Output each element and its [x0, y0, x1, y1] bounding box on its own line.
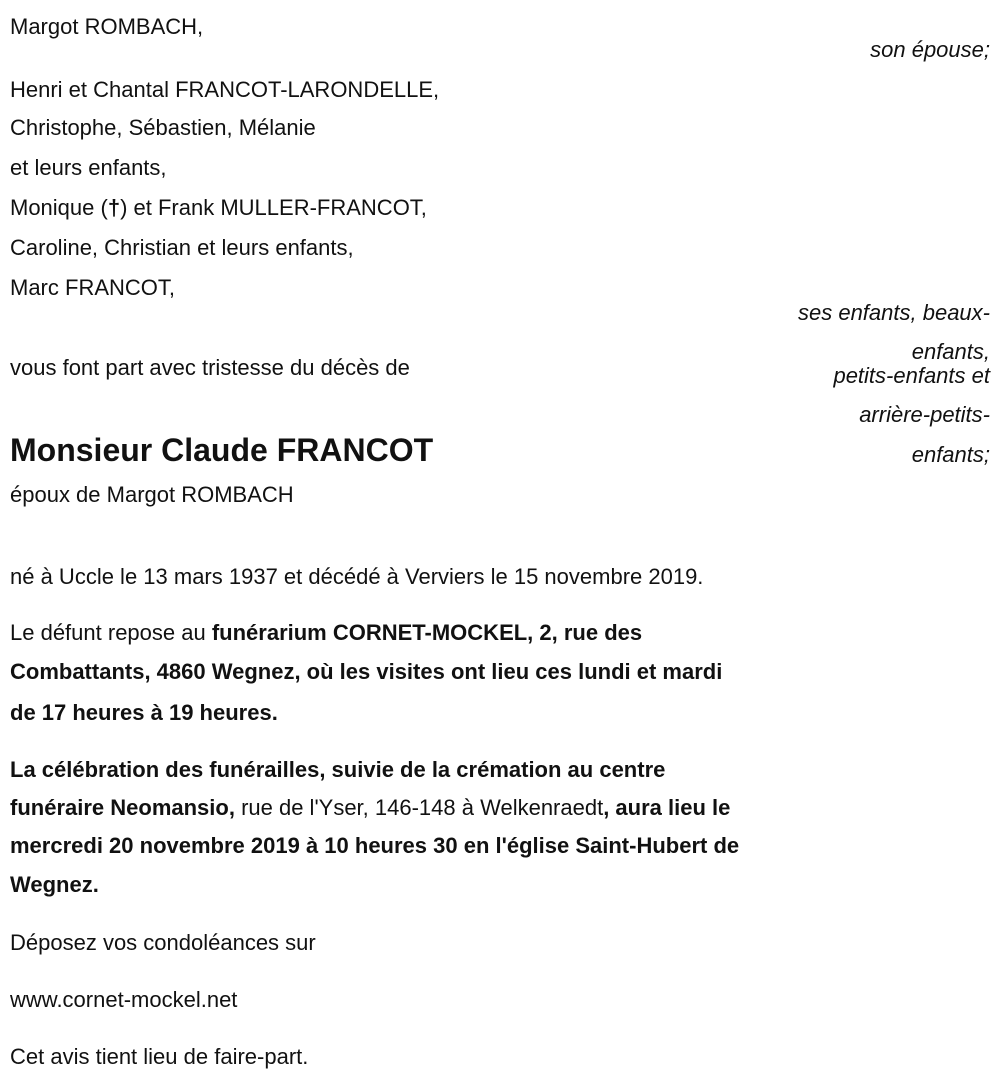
children-role: petits-enfants et: [833, 363, 990, 388]
funeral-line: [10, 869, 99, 901]
funeral-text: mercredi 20 novembre 2019 à 10 heures 30 en l'église Saint-Hubert de: [10, 833, 740, 858]
funeral-line: [10, 830, 739, 862]
announcement: vous font part avec tristesse du décès de: [10, 355, 410, 380]
repose-place: funérarium CORNET-MOCKEL, 2, rue des: [211, 620, 643, 645]
deceased-dates: né à Uccle le 13 mars 1937 et décédé à Verviers le 15 novembre 2019.: [10, 564, 704, 589]
repose-line: [10, 617, 642, 649]
family-line: Marc FRANCOT,: [10, 275, 175, 300]
repose-intro: Le défunt repose au: [10, 620, 212, 645]
repose-hours: de 17 heures à 19 heures.: [10, 700, 278, 725]
spouse-name: Margot ROMBACH,: [10, 14, 204, 39]
children-role: arrière-petits-: [859, 402, 990, 427]
condolences-text: Déposez vos condoléances sur: [10, 930, 316, 955]
funeral-line: [10, 792, 730, 824]
family-line: et leurs enfants,: [10, 155, 167, 180]
children-role: enfants,: [911, 339, 990, 364]
funeral-text: funéraire Neomansio,: [10, 795, 235, 820]
funeral-text: La célébration des funérailles, suivie de la crémation au centre: [10, 757, 666, 782]
family-line: Christophe, Sébastien, Mélanie: [10, 115, 316, 140]
repose-address: Combattants, 4860 Wegnez, où les visites ont lieu ces lundi et mardi: [10, 659, 723, 684]
family-line: Henri et Chantal FRANCOT-LARONDELLE,: [10, 77, 440, 102]
spouse-role: son épouse;: [870, 37, 990, 62]
deceased-name: Monsieur Claude FRANCOT: [10, 432, 434, 468]
deceased-subtitle: époux de Margot ROMBACH: [10, 482, 294, 507]
repose-line: [10, 697, 278, 729]
children-role: ses enfants, beaux-: [797, 300, 990, 325]
family-text: Monique (: [10, 195, 108, 220]
funeral-text: Wegnez.: [10, 872, 99, 897]
cross-icon: †: [107, 195, 121, 220]
funeral-text: , aura lieu le: [603, 795, 731, 820]
children-role: enfants;: [911, 442, 990, 467]
repose-line: [10, 656, 722, 688]
family-line: [10, 192, 427, 224]
closing-text: Cet avis tient lieu de faire-part.: [10, 1044, 309, 1069]
family-text: ) et Frank MULLER-FRANCOT,: [120, 195, 427, 220]
family-line: Caroline, Christian et leurs enfants,: [10, 235, 354, 260]
funeral-address: rue de l'Yser, 146-148 à Welkenraedt: [234, 795, 604, 820]
funeral-line: [10, 754, 665, 786]
condolences-link[interactable]: www.cornet-mockel.net: [10, 987, 238, 1012]
